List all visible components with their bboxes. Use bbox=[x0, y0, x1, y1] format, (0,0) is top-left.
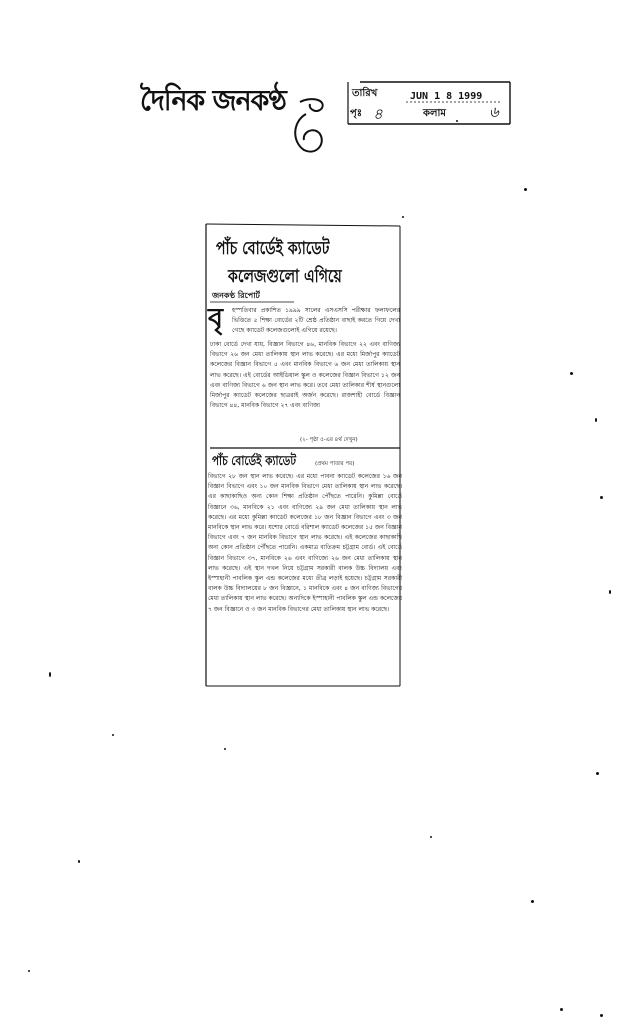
newspaper-masthead: দৈনিক জনকণ্ঠ bbox=[140, 83, 286, 117]
stamp-page-label: পৃঃ bbox=[350, 108, 363, 119]
continuation-headline: পাঁচ বোর্ডেই ক্যাডেট bbox=[212, 454, 297, 469]
stamp-column-label: কলাম bbox=[423, 108, 446, 119]
stamp-page-number: ৪ bbox=[373, 105, 383, 123]
from-first-page-note: (প্রথম পাতার পর) bbox=[315, 461, 355, 467]
article-paragraph-2: বিভাগে ২৮ জন স্থান লাভ করেছে। এর মধ্যে পাবনা ক্যাডেট কলেজের ১৬ জন বিজ্ঞান বিভাগে এবং ১০ জন মানবিক বিভাগে মেধা তালিকায় স্থান লাভ করেছে। এর কাছাকাছিও অন্য কোন শিক্ষা প্রতিষ্ঠান পৌঁছতে পারেনি। কুমিল্লা বোর্ডে বিজ্ঞানে ৩৬, মানবিকে ২১ এবং বাণিজ্যে ২৯ জন মেধা তালিকায় স্থান লাভ করেছে। এর মধ্যে কুমিল্লা ক্যাডেট কলেজের ১৮ জন বিজ্ঞান বিভাগে এবং ৩ জন মানবিকে স্থান লাভ করে। যশোর বোর্ডে বরিশাল ক্যাডেট কলেজের ১৫ জন বিজ্ঞান বিভাগে এবং ৭ জন মানবিক বিভাগে স্থান লাভ করেছে। এই কলেজের কাছাকাছি অন্য কোন প্রতিষ্ঠান পৌঁছতে পারেনি। একমাত্র ব্যতিক্রম চট্টগ্রাম বোর্ড। এই বোর্ডে বিজ্ঞান বিভাগে ৩৭, মানবিকে ২৬ এবং বাণিজ্যে ২৬ জন মেধা তালিকায় স্থান লাভ করেছে। এই স্থান দখল নিয়ে চট্টগ্রাম সরকারী বালক উচ্চ বিদ্যালয় এবং ইস্পাহানী পাবলিক স্কুল এন্ড কলেজের মধ্যে তীব্র লড়াই হয়েছে। চট্টগ্রাম সরকারী বালক উচ্চ বিদ্যালয়ের ৮ জন বিজ্ঞানে, ১ মানবিকে এবং ৪ জন বাণিজ্য বিভাগের মেধা তালিকায় স্থান লাভ করেছে। অন্যদিকে ইস্পাহানী পাবলিক স্কুল এন্ড কলেজের ৭ জন বিজ্ঞানে ও ৩ জন মানবিক বিভাগের মেধা তালিকায় স্থান লাভ করেছে। bbox=[208, 473, 402, 613]
article-headline-line-2: কলেজগুলো এগিয়ে bbox=[228, 266, 342, 287]
handwritten-mark bbox=[286, 94, 346, 156]
stamp-date-label: তারিখ bbox=[352, 88, 378, 99]
stamp-date: JUN 1 8 1999 bbox=[410, 91, 483, 102]
reporter-byline: জনকণ্ঠ রিপোর্ট bbox=[212, 291, 260, 300]
article-headline-line-1: পাঁচ বোর্ডেই ক্যাডেট bbox=[216, 238, 330, 259]
drop-cap: বৃ bbox=[208, 303, 224, 334]
article-paragraph-1-start: হস্পতিবার প্রকাশিত ১৯৯৯ সালের এসএসসি পরীক্ষার ফলাফলের ভিত্তিতে ৫ শিক্ষা বোর্ডের ২টি শ্রেষ্ঠ প্রতিষ্ঠান বাছাই করতে গিয়ে দেখা গেছে ক্যাডেট কলেজগুলোই এগিয়ে রয়েছে। bbox=[232, 307, 400, 335]
continued-note: (২- পৃষ্ঠা ৫-এর ৪র্থ দেখুন) bbox=[300, 437, 358, 443]
article-paragraph-1-body: ঢাকা বোর্ডে দেখা যায়, বিজ্ঞান বিভাগে ৪৬, মানবিক বিভাগে ২২ এবং বাণিজ্য বিভাগে ২৬ জন মেধা তালিকায় স্থান লাভ করেছে। এর মধ্যে মির্জাপুর ক্যাডেট কলেজের বিজ্ঞান বিভাগে ৫ এবং মানবিক বিভাগে ৬ জন মেধা তালিকায় স্থান লাভ করেছে। এই বোর্ডের আইডিয়াল স্কুল ও কলেজের বিজ্ঞান বিভাগে ১২ জন এবং বাণিজ্য বিভাগে ৬ জন স্থান লাভ করে। তবে মেধা তালিকার শীর্ষ স্থানগুলো মির্জাপুর ক্যাডেট কলেজের ছাত্ররাই অর্জন করেছে। রাজশাহী বোর্ডে বিজ্ঞান বিভাগে ৪৪, মানবিক বিভাগে ২৭ এবং বাণিজ্য bbox=[210, 341, 400, 410]
stamp-column-number: ৬ bbox=[489, 103, 499, 121]
